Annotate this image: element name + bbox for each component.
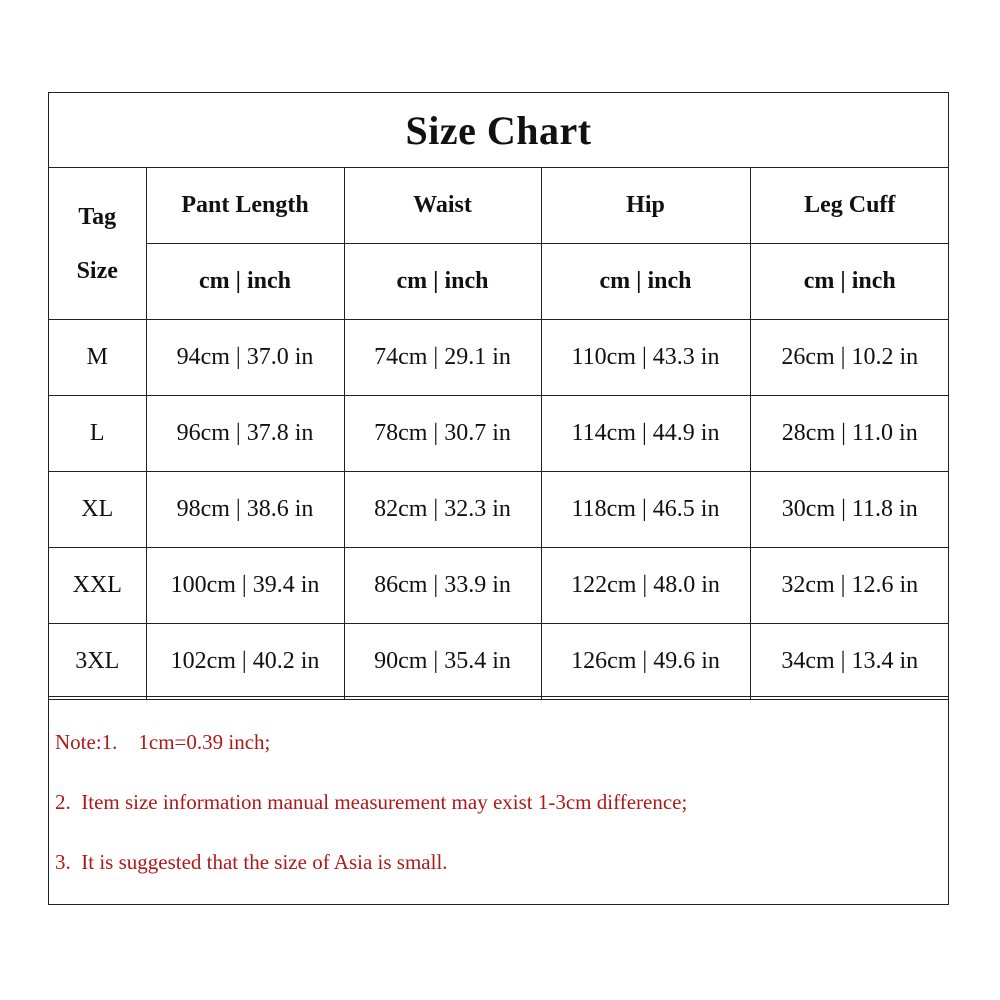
column-header-leg-cuff: Leg Cuff <box>750 168 949 244</box>
unit-label: cm | inch <box>750 244 949 320</box>
leg-cuff-cell: 28cm | 11.0 in <box>750 396 949 472</box>
hip-cell: 114cm | 44.9 in <box>541 396 750 472</box>
pant-length-cell: 94cm | 37.0 in <box>146 320 344 396</box>
waist-cell: 86cm | 33.9 in <box>344 548 541 624</box>
pant-length-cell: 100cm | 39.4 in <box>146 548 344 624</box>
column-header-hip: Hip <box>541 168 750 244</box>
leg-cuff-cell: 34cm | 13.4 in <box>750 624 949 700</box>
waist-cell: 74cm | 29.1 in <box>344 320 541 396</box>
table-row <box>49 472 949 548</box>
hip-cell: 126cm | 49.6 in <box>541 624 750 700</box>
pant-length-cell: 102cm | 40.2 in <box>146 624 344 700</box>
hip-cell: 110cm | 43.3 in <box>541 320 750 396</box>
chart-title: Size Chart <box>405 107 592 153</box>
note-line: Note:1. 1cm=0.39 inch; <box>55 730 271 754</box>
table-row <box>49 548 949 624</box>
hip-cell: 122cm | 48.0 in <box>541 548 750 624</box>
unit-label: cm | inch <box>146 244 344 320</box>
unit-label: cm | inch <box>541 244 750 320</box>
header-row <box>49 168 949 244</box>
leg-cuff-cell: 26cm | 10.2 in <box>750 320 949 396</box>
note-line: 3. It is suggested that the size of Asia is small. <box>55 850 448 874</box>
table-row <box>49 396 949 472</box>
size-cell: XL <box>49 472 146 548</box>
leg-cuff-cell: 30cm | 11.8 in <box>750 472 949 548</box>
unit-row <box>49 244 949 320</box>
leg-cuff-cell: 32cm | 12.6 in <box>750 548 949 624</box>
size-cell: 3XL <box>49 624 146 700</box>
column-header-pant-length: Pant Length <box>146 168 344 244</box>
size-cell: XXL <box>49 548 146 624</box>
note-line: 2. Item size information manual measurement may exist 1-3cm difference; <box>55 790 688 814</box>
size-header-line: Size <box>76 257 118 284</box>
pant-length-cell: 96cm | 37.8 in <box>146 396 344 472</box>
size-chart <box>48 92 949 905</box>
title-row <box>49 93 948 168</box>
size-cell: M <box>49 320 146 396</box>
hip-cell: 118cm | 46.5 in <box>541 472 750 548</box>
column-header-waist: Waist <box>344 168 541 244</box>
pant-length-cell: 98cm | 38.6 in <box>146 472 344 548</box>
tag-header-line: Tag <box>78 203 117 230</box>
waist-cell: 90cm | 35.4 in <box>344 624 541 700</box>
notes-section <box>49 696 948 904</box>
waist-cell: 82cm | 32.3 in <box>344 472 541 548</box>
unit-label: cm | inch <box>344 244 541 320</box>
tag-size-header <box>49 168 146 320</box>
size-table <box>49 168 949 700</box>
table-row <box>49 320 949 396</box>
waist-cell: 78cm | 30.7 in <box>344 396 541 472</box>
table-row <box>49 624 949 700</box>
size-cell: L <box>49 396 146 472</box>
